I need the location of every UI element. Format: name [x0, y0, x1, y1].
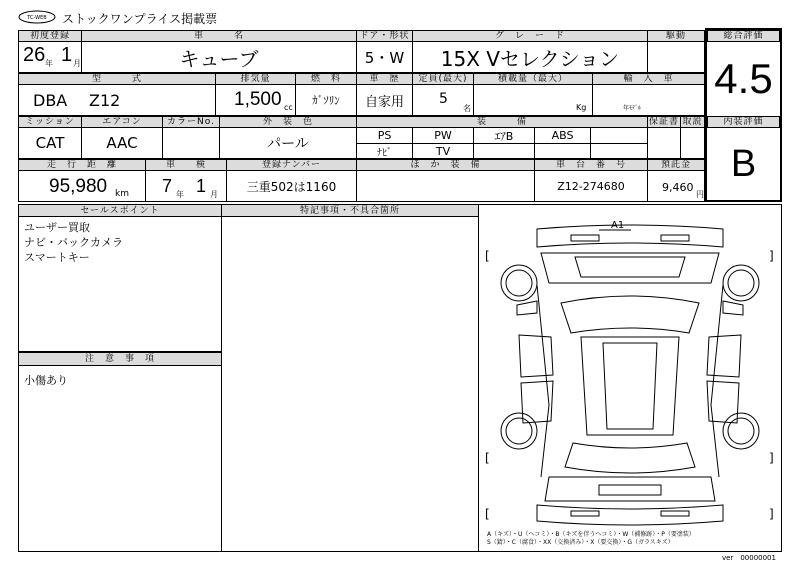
- label-warranty: 保証書: [648, 117, 679, 127]
- cell-other: [356, 170, 535, 202]
- cell-car-name: [81, 41, 357, 73]
- label-mileage: 走 行 距 離: [18, 159, 146, 171]
- cell-mileage: [18, 170, 146, 202]
- import-note: 年ﾓﾃﾞﾙ: [623, 105, 642, 112]
- door-value: 5・W: [364, 48, 405, 67]
- equip-cell: [534, 143, 591, 159]
- cell-aircon: [81, 127, 163, 159]
- cell-history: [356, 84, 413, 116]
- label-color-no: カラーNo.: [162, 116, 220, 128]
- legend-line: A（キズ）・U（ヘコミ）・B（キズを伴うヘコミ）・W（補修跡）・P（要塗装）: [487, 531, 695, 538]
- label-model: 型 式: [18, 73, 216, 85]
- label-exterior: 外 装 色: [219, 116, 357, 128]
- model-value: Z12: [89, 91, 121, 110]
- mission-value: CAT: [35, 134, 65, 152]
- interior-grade: B: [730, 142, 757, 185]
- label-import: 輸 入 車: [592, 73, 705, 85]
- first-reg-month-unit: 月: [73, 59, 81, 68]
- cell-chassis: [534, 170, 648, 202]
- car-diagram: [479, 205, 781, 551]
- damage-mark: A1: [611, 220, 625, 231]
- notes-body: [18, 365, 222, 552]
- label-aircon: エアコン: [81, 116, 163, 128]
- first-reg-year-unit: 年: [45, 59, 53, 68]
- label-sales-point: セールスポイント: [18, 204, 222, 217]
- inspection-month-unit: 月: [210, 190, 218, 199]
- label-fuel: 燃 料: [295, 73, 357, 85]
- inspection-month: 1: [196, 176, 207, 196]
- label-notes: 注 意 事 項: [18, 352, 222, 366]
- first-reg-month: 1: [61, 44, 73, 66]
- cell-deposit: [647, 170, 705, 202]
- cell-fuel: [295, 84, 357, 116]
- mileage-value: 95,980: [49, 176, 108, 197]
- sales-point-item: ユーザー買取: [24, 221, 90, 234]
- label-interior: 内装評価: [707, 116, 780, 128]
- cell-door: [356, 41, 413, 73]
- label-overall: 総合評価: [707, 30, 780, 42]
- cell-color-no: [162, 127, 220, 159]
- label-special: 特記事項・不具合箇所: [221, 204, 479, 217]
- cell-drive: [647, 41, 705, 73]
- label-grade: グ レ ー ド: [412, 30, 648, 42]
- displacement-unit: cc: [284, 103, 293, 112]
- cell-grade: [412, 41, 648, 73]
- fuel-value: ｶﾞｿﾘﾝ: [312, 94, 340, 107]
- page-title: ストックワンプライス掲載票: [62, 12, 218, 26]
- logo: [18, 9, 56, 23]
- deposit-value: 9,460: [662, 181, 694, 194]
- equip-cell: TV: [412, 143, 474, 159]
- inspection-year: 7: [162, 176, 173, 196]
- label-equipment: 装 備: [356, 116, 648, 128]
- cell-model: [18, 84, 216, 116]
- damage-legend: [487, 531, 695, 547]
- grade-value: 15X Vセレクション: [440, 46, 620, 71]
- label-displacement: 排気量: [215, 73, 296, 85]
- aircon-value: AAC: [106, 134, 138, 152]
- equip-cell: [590, 143, 648, 159]
- bracket-right-low: ]: [769, 507, 774, 521]
- capacity-unit: 名: [463, 104, 471, 113]
- inspection-year-unit: 年: [176, 190, 184, 199]
- label-other: ほ か 装 備: [356, 159, 535, 171]
- equip-cell: [590, 127, 648, 144]
- history-value: 自家用: [364, 94, 404, 110]
- label-chassis: 車 台 番 号: [534, 159, 648, 171]
- equip-cell: PS: [356, 127, 413, 144]
- special-body: [221, 216, 479, 552]
- sales-point-item: ナビ・バックカメラ: [24, 236, 123, 249]
- label-door: ドア・形状: [356, 30, 413, 42]
- equip-cell: ABS: [534, 127, 591, 144]
- label-mission: ミッション: [18, 116, 82, 128]
- cell-inspection: [145, 170, 227, 202]
- deposit-unit: 円: [696, 190, 704, 199]
- cell-first-reg: [18, 41, 82, 73]
- label-first-reg: 初度登録: [18, 30, 82, 42]
- sales-point-item: スマートキー: [24, 251, 90, 264]
- cell-exterior: [219, 127, 357, 159]
- cell-load: [473, 84, 593, 116]
- equip-cell: ｴｱB: [473, 127, 535, 144]
- sales-point-list: [24, 220, 123, 265]
- cell-mission: [18, 127, 82, 159]
- cell-import: [592, 84, 705, 116]
- capacity-value: 5: [439, 91, 448, 107]
- cell-warranty: [647, 127, 681, 159]
- label-history: 車 歴: [356, 73, 413, 85]
- notes-item: 小傷あり: [24, 374, 68, 387]
- cell-manual: [680, 127, 705, 159]
- label-car-name: 車 名: [81, 30, 357, 42]
- logo-text: TC-WEB: [27, 15, 47, 21]
- equip-cell: PW: [412, 127, 474, 144]
- label-load: 積載量（最大）: [473, 73, 593, 85]
- first-reg-year: 26: [23, 44, 46, 66]
- label-inspection: 車 検: [145, 159, 227, 171]
- overall-grade: 4.5: [714, 55, 773, 102]
- chassis-value: Z12-274680: [557, 179, 625, 193]
- car-name-value: キューブ: [179, 46, 259, 71]
- equip-cell: [473, 143, 535, 159]
- notes-list: [24, 372, 68, 388]
- bracket-left-low: [: [485, 507, 490, 521]
- label-drive: 駆動: [647, 30, 705, 42]
- displacement-value: 1,500: [234, 89, 282, 110]
- cell-plate: [226, 170, 357, 202]
- cell-displacement: [215, 84, 296, 116]
- label-plate: 登録ナンバー: [226, 159, 357, 171]
- label-capacity: 定員(最大): [412, 73, 474, 85]
- bracket-right-mid: ]: [769, 451, 774, 465]
- legend-line: S（錆）・C（腐食）・XX（交換済み）・X（要交換）・G（ガラスキズ）: [487, 539, 674, 546]
- load-unit: Kg: [576, 103, 587, 112]
- exterior-value: パール: [267, 136, 309, 152]
- label-manual: 取説: [680, 116, 705, 128]
- cell-capacity: [412, 84, 474, 116]
- plate-value: 三重502は1160: [246, 179, 337, 194]
- bracket-right-top: ]: [769, 249, 774, 263]
- label-deposit: 預託金: [647, 159, 705, 171]
- bracket-left-top: [: [485, 249, 490, 263]
- equip-cell: ﾅﾋﾞ: [356, 143, 413, 159]
- mileage-unit: km: [115, 189, 129, 199]
- version-label: ver 00000001: [722, 554, 776, 562]
- bracket-left-mid: [: [485, 451, 490, 465]
- model-prefix: DBA: [33, 91, 68, 110]
